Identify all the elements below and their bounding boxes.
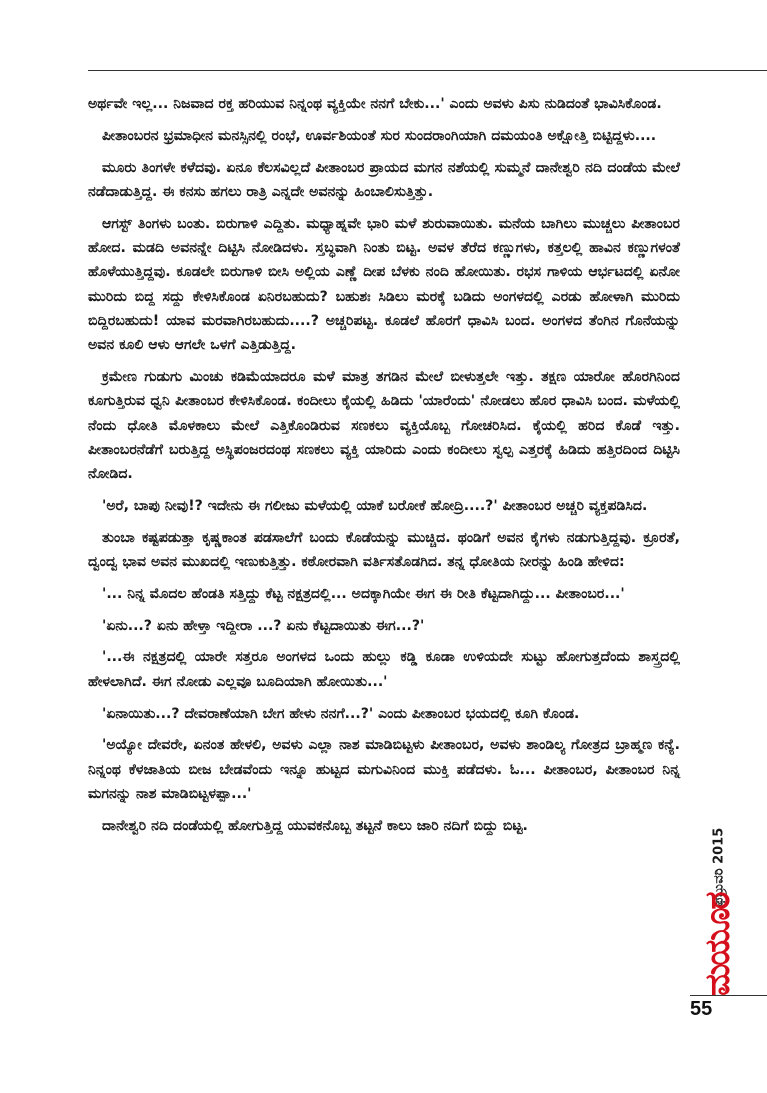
paragraph: 'ಅರೆ, ಬಾಪು ನೀವು!? ಇದೇನು ಈ ಗಲೀಜು ಮಳೆಯಲ್ಲಿ ಯಾಕೆ ಬರೋಕೆ ಹೋದ್ರಿ....?' ಪೀತಾಂಬರ ಅಚ್ಚರಿ ವ್ಯಕ್ತಪಡಿಸಿದ. <box>102 497 648 514</box>
paragraph: ತುಂಬಾ ಕಷ್ಟಪಡುತ್ತಾ ಕೃಷ್ಣಕಾಂತ ಪಡಸಾಲೆಗೆ ಬಂದು ಕೊಡೆಯನ್ನು ಮುಚ್ಚಿದ. ಥಂಡಿಗೆ ಅವನ ಕೈಗಳು ನಡುಗುತ್ತಿದ್ದವು. ಕ್ರೂರತೆ, ದ್ವಂದ್ವ ಭಾವ ಅವನ ಮುಖದಲ್ಲಿ ಇಣುಕುತ್ತಿತ್ತು. ಕಠೋರವಾಗಿ ವರ್ತಿಸತೊಡಗಿದ. ತನ್ನ ಧೋತಿಯ ನೀರನ್ನು ಹಿಂಡಿ ಹೇಳಿದ: <box>88 529 680 571</box>
paragraph: '...ಈ ನಕ್ಷತ್ರದಲ್ಲಿ ಯಾರೇ ಸತ್ತರೂ ಅಂಗಳದ ಒಂದು ಹುಲ್ಲು ಕಡ್ಡಿ ಕೂಡಾ ಉಳಿಯದೇ ಸುಟ್ಟು ಹೋಗುತ್ತದೆಂದು ಶಾಸ್ತ್ರದಲ್ಲಿ ಹೇಳಲಾಗಿದೆ. ಈಗ ನೋಡು ಎಲ್ಲವೂ ಬೂದಿಯಾಗಿ ಹೋಯಿತು...' <box>88 649 680 690</box>
paragraph: ಅರ್ಥವೇ ಇಲ್ಲ... ನಿಜವಾದ ರಕ್ತ ಹರಿಯುವ ನಿನ್ನಂಥ ವ್ಯಕ್ತಿಯೇ ನನಗೆ ಬೇಕು...' ಎಂದು ಅವಳು ಪಿಸು ನುಡಿದಂತೆ ಭಾವಿಸಿಕೊಂಡ. <box>88 96 662 112</box>
paragraph: 'ಏನಾಯಿತು...? ದೇವರಾಣೆಯಾಗಿ ಬೇಗ ಹೇಳು ನನಗೆ...?' ಎಂದು ಪೀತಾಂಬರ ಭಯದಲ್ಲಿ ಕೂಗಿ ಕೊಂಡ. <box>102 705 580 722</box>
issue-date: ಫೆಬ್ರುವರಿ 2015 <box>711 827 727 906</box>
article-body <box>88 92 680 846</box>
paragraph: '... ನಿನ್ನ ಮೊದಲ ಹೆಂಡತಿ ಸತ್ತಿದ್ದು ಕೆಟ್ಟ ನಕ್ಷತ್ರದಲ್ಲಿ... ಅದಕ್ಕಾಗಿಯೇ ಈಗ ಈ ರೀತಿ ಕೆಟ್ಟದಾಗಿದ್ದು... ಪೀತಾಂಬರ...' <box>102 585 625 602</box>
paragraph: ಪೀತಾಂಬರನ ಭ್ರಮಾಧೀನ ಮನಸ್ಸಿನಲ್ಲಿ ರಂಭೆ, ಊರ್ವಶಿಯಂತೆ ಸುರ ಸುಂದರಾಂಗಿಯಾಗಿ ದಮಯಂತಿ ಅಕ್ಷೋತ್ತಿ ಬಿಟ್ಟಿದ್ದಳು.... <box>102 127 657 144</box>
paragraph: ಮೂರು ತಿಂಗಳೇ ಕಳೆದವು. ಏನೂ ಕೆಲಸವಿಲ್ಲದೆ ಪೀತಾಂಬರ ಪ್ರಾಯದ ಮಗನ ನಶೆಯಲ್ಲಿ ಸುಮ್ಮನೆ ದಾನೇಶ್ವರಿ ನದಿ ದಂಡೆಯ ಮೇಲೆ ನಡೆದಾಡುತ್ತಿದ್ದ. ಈ ಕನಸು ಹಗಲು ರಾತ್ರಿ ಎನ್ನದೇ ಅವನನ್ನು ಹಿಂಬಾಲಿಸುತ್ತಿತ್ತು. <box>88 159 680 200</box>
header-rule <box>88 70 767 71</box>
paragraph: ದಾನೇಶ್ವರಿ ನದಿ ದಂಡೆಯಲ್ಲಿ ಹೋಗುತ್ತಿದ್ದ ಯುವಕನೊಬ್ಬ ತಟ್ಟನೆ ಕಾಲು ಜಾರಿ ನದಿಗೆ ಬಿದ್ದು ಬಿಟ್ಟ. <box>102 817 528 834</box>
paragraph: ಕ್ರಮೇಣ ಗುಡುಗು ಮಿಂಚು ಕಡಿಮೆಯಾದರೂ ಮಳೆ ಮಾತ್ರ ತಗಡಿನ ಮೇಲೆ ಬೀಳುತ್ತಲೇ ಇತ್ತು. ತಕ್ಷಣ ಯಾರೋ ಹೊರಗಿನಿಂದ ಕೂಗುತ್ತಿರುವ ಧ್ವನಿ ಪೀತಾಂಬರ ಕೇಳಿಸಿಕೊಂಡ. ಕಂದೀಲು ಕೈಯಲ್ಲಿ ಹಿಡಿದು 'ಯಾರೆಂದು' ನೋಡಲು ಹೊರ ಧಾವಿಸಿ ಬಂದ. ಮಳೆಯಲ್ಲಿ ನೆಂದು ಧೋತಿ ಮೊಳಕಾಲು ಮೇಲೆ ಎತ್ತಿಕೊಂಡಿರುವ ಸಣಕಲು ವ್ಯಕ್ತಿಯೊಬ್ಬ ಗೋಚರಿಸಿದ. ಕೈಯಲ್ಲಿ ಹರಿದ ಕೊಡೆ ಇತ್ತು. ಪೀತಾಂಬರನೆಡೆಗೆ ಬರುತ್ತಿದ್ದ ಅಸ್ಥಿಪಂಜರದಂಥ ಸಣಕಲು ವ್ಯಕ್ತಿ ಯಾರಿದು ಎಂದು ಕಂದೀಲು ಸ್ವಲ್ಪ ಎತ್ತರಕ್ಕೆ ಹಿಡಿದು ಹತ್ತಿರದಿಂದ ದಿಟ್ಟಿಸಿ ನೋಡಿದ. <box>88 368 680 483</box>
magazine-logo: ಮಯೂರ <box>698 893 738 996</box>
footer-rule <box>690 995 767 996</box>
page-number: 55 <box>690 998 713 1020</box>
paragraph: ಆಗಸ್ಟ್ ತಿಂಗಳು ಬಂತು. ಬಿರುಗಾಳಿ ಎದ್ದಿತು. ಮಧ್ಯಾಹ್ನವೇ ಭಾರಿ ಮಳೆ ಶುರುವಾಯಿತು. ಮನೆಯ ಬಾಗಿಲು ಮುಚ್ಚಲು ಪೀತಾಂಬರ ಹೋದ. ಮಡದಿ ಅವನನ್ನೇ ದಿಟ್ಟಿಸಿ ನೋಡಿದಳು. ಸ್ತಬ್ಧವಾಗಿ ನಿಂತು ಬಿಟ್ಟ. ಅವಳ ತೆರೆದ ಕಣ್ಣುಗಳು, ಕತ್ತಲಲ್ಲಿ ಹಾವಿನ ಕಣ್ಣುಗಳಂತೆ ಹೊಳೆಯುತ್ತಿದ್ದವು. ಕೂಡಲೇ ಬಿರುಗಾಳಿ ಬೀಸಿ ಅಲ್ಲಿಯ ಎಣ್ಣೆ ದೀಪ ಬೆಳಕು ನಂದಿ ಹೋಯಿತು. ರಭಸ ಗಾಳಿಯ ಆರ್ಭಟದಲ್ಲಿ ಏನೋ ಮುರಿದು ಬಿದ್ದ ಸದ್ದು ಕೇಳಿಸಿಕೊಂಡ ಏನಿರಬಹುದು? ಬಹುಶಃ ಸಿಡಿಲು ಮರಕ್ಕೆ ಬಡಿದು ಅಂಗಳದಲ್ಲಿ ಎರಡು ಹೋಳಾಗಿ ಮುರಿದು ಬಿದ್ದಿರಬಹುದು! ಯಾವ ಮರವಾಗಿರಬಹುದು....? ಅಚ್ಚರಿಪಟ್ಟ. ಕೂಡಲೆ ಹೊರಗೆ ಧಾವಿಸಿ ಬಂದ. ಅಂಗಳದ ತೆಂಗಿನ ಗೊನೆಯನ್ನು ಅವನ ಕೂಲಿ ಆಳು ಆಗಲೇ ಒಳಗೆ ಎತ್ತಿಡುತ್ತಿದ್ದ. <box>88 215 680 354</box>
paragraph: 'ಏನು...? ಏನು ಹೇಳ್ತಾ ಇದ್ದೀರಾ ...? ಏನು ಕೆಟ್ಟದಾಯಿತು ಈಗ...?' <box>102 617 425 634</box>
paragraph: 'ಅಯ್ಯೋ ದೇವರೇ, ಏನಂತ ಹೇಳಲಿ, ಅವಳು ಎಲ್ಲಾ ನಾಶ ಮಾಡಿಬಿಟ್ಟಳು ಪೀತಾಂಬರ, ಅವಳು ಶಾಂಡಿಲ್ಯ ಗೋತ್ರದ ಬ್ರಾಹ್ಮಣ ಕನ್ಯೆ. ನಿನ್ನಂಥ ಕೆಳಜಾತಿಯ ಬೀಜ ಬೇಡವೆಂದು ಇನ್ನೂ ಹುಟ್ಟದ ಮಗುವಿನಿಂದ ಮುಕ್ತಿ ಪಡೆದಳು. ಓ... ಪೀತಾಂಬರ, ಪೀತಾಂಬರ ನಿನ್ನ ಮಗನನ್ನು ನಾಶ ಮಾಡಿಬಿಟ್ಟಳಪ್ಪಾ...' <box>88 737 680 802</box>
